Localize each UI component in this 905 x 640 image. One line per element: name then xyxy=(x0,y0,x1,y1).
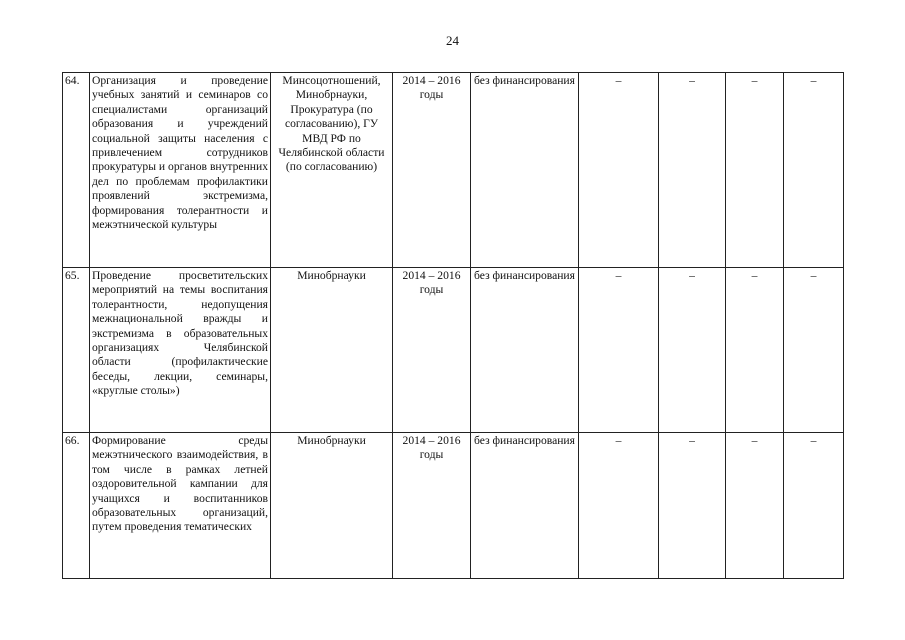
row-number: 64. xyxy=(63,73,90,268)
table-row xyxy=(63,73,844,268)
funding-cell: – xyxy=(784,268,844,433)
funding-cell: – xyxy=(659,433,726,579)
implementation-period: 2014 – 2016 годы xyxy=(393,433,471,579)
page-number: 24 xyxy=(446,33,459,48)
implementation-period: 2014 – 2016 годы xyxy=(393,268,471,433)
implementation-period: 2014 – 2016 годы xyxy=(393,73,471,268)
responsible-executor: Минобрнауки xyxy=(271,433,393,579)
measures-table xyxy=(62,72,844,579)
responsible-executor: Минобрнауки xyxy=(271,268,393,433)
funding-cell: – xyxy=(726,268,784,433)
row-number: 66. xyxy=(63,433,90,579)
table-row xyxy=(63,433,844,579)
funding-cell: – xyxy=(579,433,659,579)
financing-source: без финансирования xyxy=(471,433,579,579)
funding-cell: – xyxy=(726,433,784,579)
funding-cell: – xyxy=(659,73,726,268)
funding-cell: – xyxy=(579,268,659,433)
table-row xyxy=(63,268,844,433)
funding-cell: – xyxy=(659,268,726,433)
financing-source: без финансирования xyxy=(471,268,579,433)
measure-description: Организация и проведение учебных занятий и семинаров со специалистами организаций образования и учреждений социальной защиты населения с привлечением сотрудников прокуратуры и органов внутренних дел по проблемам профилактики проявлений экстремизма, формирования толерантности и межэтнической культуры xyxy=(90,73,271,268)
funding-cell: – xyxy=(784,73,844,268)
funding-cell: – xyxy=(726,73,784,268)
funding-cell: – xyxy=(579,73,659,268)
responsible-executor: Минсоцотношений, Минобрнауки, Прокуратура (по согласованию), ГУ МВД РФ по Челябинской области (по согласованию) xyxy=(271,73,393,268)
measure-description: Проведение просветительских мероприятий на темы воспитания толерантности, недопущения межнациональной вражды и экстремизма в образовательных организациях Челябинской области (профилактические беседы, лекции, семинары, «круглые столы») xyxy=(90,268,271,433)
financing-source: без финансирования xyxy=(471,73,579,268)
funding-cell: – xyxy=(784,433,844,579)
measure-description: Формирование среды межэтнического взаимодействия, в том числе в рамках летней оздоровительной кампании для учащихся и воспитанников образовательных организаций, путем проведения тематических xyxy=(90,433,271,579)
row-number: 65. xyxy=(63,268,90,433)
